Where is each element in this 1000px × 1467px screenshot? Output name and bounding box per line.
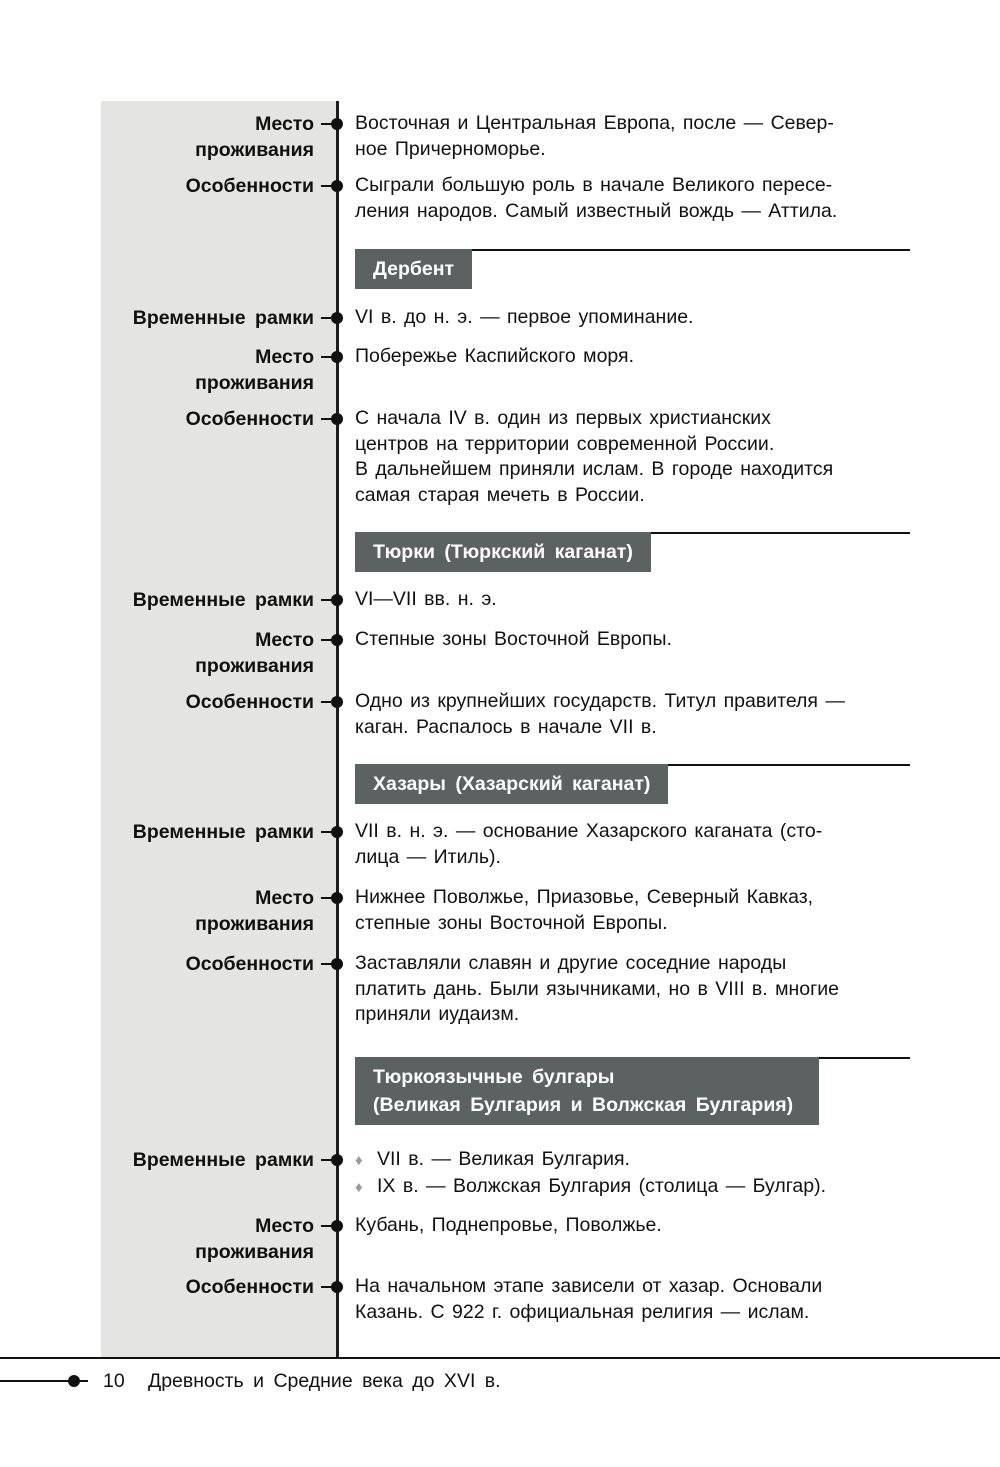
row-label: Место проживания [195,887,314,935]
row-value: VII в. н. э. — основание Хазарского каганата (сто- лица — Итиль). [355,820,823,868]
connector-dot [331,118,343,130]
row-value: Восточная и Центральная Европа, после — Север- ное Причерноморье. [355,112,834,160]
connector-dot [331,696,343,708]
row-value [355,1147,910,1200]
row-label: Место проживания [195,1215,314,1263]
connector-dot [331,1220,343,1232]
running-footer-title: Древность и Средние века до XVI в. [148,1370,501,1392]
row-value: Заставляли славян и другие соседние народы платить дань. Были язычниками, но в VIII в. многие приняли иудаизм. [355,952,839,1025]
row-label: Особенности [185,691,314,713]
row-label: Особенности [185,408,314,430]
row-value: С начала IV в. один из первых христианских центров на территории современной России. В дальнейшем приняли ислам. В городе находится самая старая мечеть в России. [355,407,834,506]
section-title: Тюрки (Тюркский каганат) [355,532,651,572]
connector-dot [331,958,343,970]
row-label: Временные рамки [132,589,314,611]
connector-dot [331,180,343,192]
row-label: Место проживания [195,629,314,677]
connector-dot [331,351,343,363]
list-item: ♦ IX в. — Волжская Булгария (столица — Булгар). [355,1174,910,1201]
row-label: Место проживания [195,113,314,161]
timeline-spine [336,101,339,1357]
connector-dot [331,1154,343,1166]
row-label: Временные рамки [132,307,314,329]
row-value: VI в. до н. э. — первое упоминание. [355,306,694,328]
connector-dot [331,594,343,606]
page-number: 10 [103,1370,125,1392]
row-value: VI—VII вв. н. э. [355,588,497,610]
footer-rule [0,1357,1000,1359]
section-title: Дербент [355,249,472,289]
diamond-bullet-icon: ♦ [355,1152,363,1169]
row-label: Особенности [185,1276,314,1298]
row-value: На начальном этапе зависели от хазар. Основали Казань. С 922 г. официальная религия — ислам. [355,1275,823,1323]
connector-dot [331,634,343,646]
footer-line [0,1380,70,1382]
connector-dot [331,312,343,324]
row-label: Особенности [185,953,314,975]
list-item: ♦ VII в. — Великая Булгария. [355,1147,910,1174]
connector-dot [331,1281,343,1293]
row-value: Сыграли большую роль в начале Великого пересе- ления народов. Самый известный вождь — Аттила. [355,174,838,222]
diamond-bullet-icon: ♦ [355,1178,363,1196]
section-title: Хазары (Хазарский каганат) [355,764,668,804]
connector-dot [331,413,343,425]
row-label: Место проживания [195,346,314,394]
row-value: Степные зоны Восточной Европы. [355,628,672,650]
row-label: Временные рамки [132,821,314,843]
row-label: Особенности [185,175,314,197]
row-value: Побережье Каспийского моря. [355,345,635,367]
row-label: Временные рамки [132,1149,314,1171]
connector-dot [331,826,343,838]
section-title: Тюркоязычные булгары (Великая Булгария и Волжская Булгария) [355,1057,819,1125]
row-value: Кубань, Поднепровье, Поволжье. [355,1214,662,1236]
row-value: Одно из крупнейших государств. Титул правителя — каган. Распалось в начале VII в. [355,690,845,738]
connector-dot [331,892,343,904]
row-value: Нижнее Поволжье, Приазовье, Северный Кавказ, степные зоны Восточной Европы. [355,886,814,934]
